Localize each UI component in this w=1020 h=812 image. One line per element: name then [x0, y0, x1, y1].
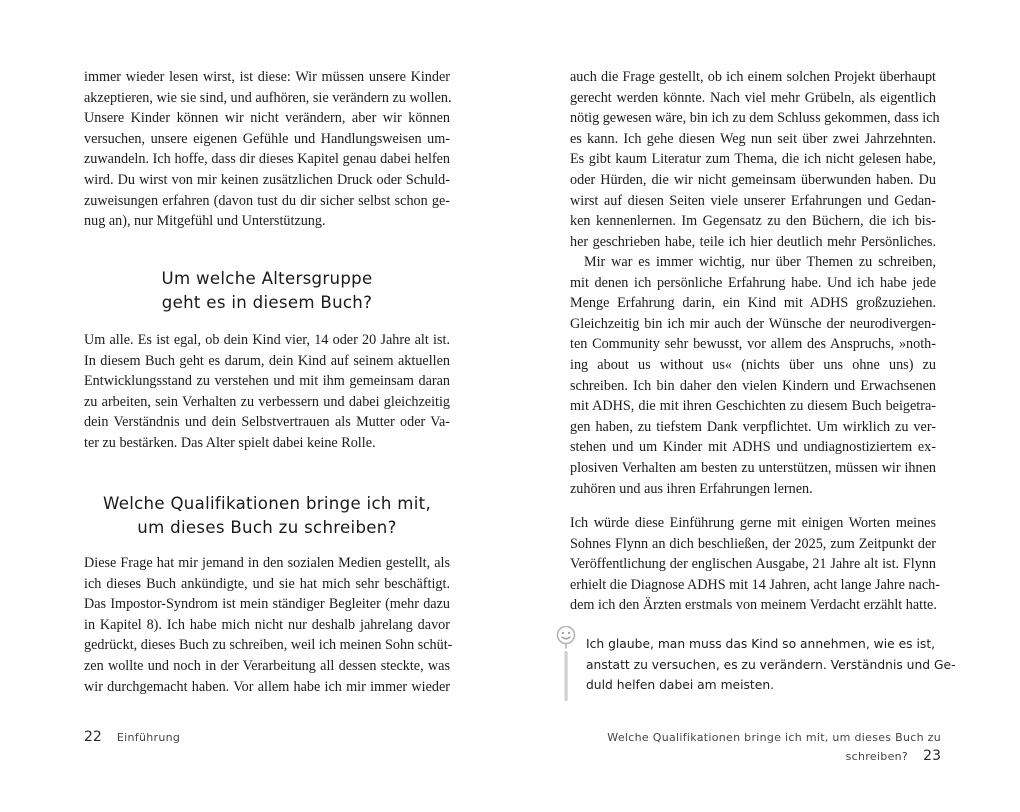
text-line: Gleichzeitig bin ich mir auch der Wünsche der neurodivergen- [570, 315, 936, 332]
text-line: gedrückt, dieses Buch zu schreiben, weil ich meinen Sohn schüt- [84, 637, 453, 654]
text-line: Mir war es immer wichtig, nur über Themen zu schreiben, [584, 254, 936, 270]
text-line: gen haben, zu tiefstem Dank verpflichtet. Um wirklich zu ver- [570, 418, 936, 435]
text-line: immer wieder lesen wirst, ist diese: Wir müssen unsere Kinder [84, 69, 450, 85]
text-line: ing about us without us« (nichts über uns ohne uns) zu [570, 356, 936, 373]
text-line: stehen und um Kinder mit ADHS und undiagnostiziertem ex- [570, 439, 936, 456]
paragraph [84, 330, 450, 454]
text-line: nötig gewesen wäre, bin ich zu dem Schluss gekommen, dass ich [570, 110, 940, 127]
paragraph [84, 67, 450, 232]
text-line: versuchen, unsere eigenen Gefühle und Handlungsweisen um- [84, 130, 450, 147]
text-line: mit ADHS, die mit ihren Geschichten zu diesem Buch beigetra- [570, 398, 936, 415]
running-head: Welche Qualifikationen bringe ich mit, um dieses Buch zu schreiben? [607, 731, 941, 763]
section-heading [84, 492, 450, 540]
text-line: es kann. Ich gehe diesen Weg nun seit über zwei Jahrzehnten. [570, 130, 936, 147]
paragraph [84, 553, 453, 697]
text-line: wirst auf diesen Seiten viele unserer Erfahrungen und Gedan- [570, 192, 936, 209]
text-line: ken kennenlernen. Im Gegensatz zu den Büchern, die ich bis- [570, 213, 936, 230]
text-line: Unsere Kinder können wir nicht verändern, aber wir können [84, 110, 450, 127]
text-line: dein Verständnis und dein Selbstvertrauen als Mutter oder Va- [84, 414, 450, 431]
text-line: Um alle. Es ist egal, ob dein Kind vier, 14 oder 20 Jahre alt ist. [84, 332, 450, 348]
text-line: auch die Frage gestellt, ob ich einem solchen Projekt überhaupt [570, 69, 936, 85]
text-line: zu arbeiten, sein Verhalten zu verbessern und dabei gleichzeitig [84, 393, 450, 410]
text-line: zuweisungen erfahren (davon tust du dir sicher selbst schon ge- [84, 192, 450, 209]
text-line: mit denen ich persönliche Erfahrung habe. Und ich habe jede [570, 274, 936, 291]
quote-line: duld helfen dabei am meisten. [586, 678, 775, 692]
page-number: 22 [84, 729, 102, 745]
text-line: oder Hürden, die wir nicht gemeinsam überwunden haben. Du [570, 171, 936, 188]
text-line: Diese Frage hat mir jemand in den sozialen Medien gestellt, als [84, 555, 450, 571]
smiley-speech-icon [555, 626, 581, 704]
right-page-footer [570, 726, 941, 764]
paragraph [570, 67, 940, 252]
paragraph [570, 252, 936, 499]
text-line: ten Community sehr bewusst, vor allem des Anspruchs, »noth- [570, 336, 936, 353]
text-line: erhielt die Diagnose ADHS mit 14 Jahren, acht lange Jahre nach- [570, 576, 940, 593]
text-line: zuwandeln. Ich hoffe, dass dir dieses Kapitel genau dabei helfen [84, 151, 450, 168]
text-line: dem ich den Ärzten erstmals von meinem Verdacht erzählt hatte. [570, 597, 937, 614]
text-line: Es gibt kaum Literatur zum Thema, die ich nicht gelesen habe, [570, 151, 936, 168]
text-line: Entwicklungsstand zu verstehen und mit ihm gemeinsam daran [84, 373, 450, 390]
heading-line: Welche Qualifikationen bringe ich mit, [102, 494, 432, 513]
text-line: Sohnes Flynn an dich beschließen, der 2025, zum Zeitpunkt der [570, 535, 936, 552]
quote [586, 634, 956, 696]
text-line: Das Impostor-Syndrom ist mein ständiger Begleiter (mehr dazu [84, 596, 450, 613]
heading-line: geht es in diesem Buch? [161, 293, 373, 312]
text-line: nug an), nur Mitgefühl und Unterstützung. [84, 213, 326, 230]
right-page [510, 0, 1020, 812]
text-line: akzeptieren, wie sie sind, und aufhören, sie verändern zu wollen. [84, 89, 452, 106]
text-line: zen wollte und noch in der Verarbeitung all dessen steckte, was [84, 657, 450, 674]
text-line: Menge Erfahrung darin, ein Kind mit ADHS großzuziehen. [570, 295, 936, 312]
text-line: In diesem Buch geht es darum, dein Kind auf seinem aktuellen [84, 352, 450, 369]
page-number: 23 [923, 748, 941, 764]
text-line: ich dieses Buch ankündigte, und sie hat mich sehr beschäftigt. [84, 575, 450, 592]
quote-line: anstatt zu versuchen, es zu verändern. Verständnis und Ge- [586, 657, 956, 672]
text-line: wird. Du wirst von mir keinen zusätzlichen Druck oder Schuld- [84, 171, 450, 188]
paragraph [570, 513, 940, 616]
heading-line: Um welche Altersgruppe [161, 269, 373, 288]
text-line: gerecht werden könnte. Nach viel mehr Grübeln, als eigentlich [570, 89, 936, 106]
text-line: Veröffentlichung der englischen Ausgabe, 21 Jahre alt ist. Flynn [570, 556, 936, 573]
text-line: wir durchgemacht haben. Vor allem habe ich mir immer wieder [84, 678, 450, 695]
text-line: plosiven Verhalten am besten zu unterstützen, müssen wir ihnen [570, 459, 936, 476]
section-heading [84, 267, 450, 315]
text-line: ter zu bestärken. Das Alter spielt dabei keine Rolle. [84, 434, 376, 451]
running-head: Einführung [116, 731, 181, 744]
text-line: schreiben. Ich bin daher den vielen Kindern und Erwachsenen [570, 377, 936, 394]
text-line: in Kapitel 8). Ich habe mich nicht nur deshalb jahrelang davor [84, 616, 450, 633]
text-line: Ich würde diese Einführung gerne mit einigen Worten meines [570, 515, 936, 531]
text-line: zuhören und aus ihren Erfahrungen lernen. [570, 480, 813, 497]
quote-line: Ich glaube, man muss das Kind so annehmen, wie es ist, [586, 637, 936, 651]
left-page-footer [84, 726, 180, 745]
heading-line: um dieses Buch zu schreiben? [137, 518, 397, 537]
text-line: her geschrieben habe, teile ich hier deutlich mehr Persönliches. [570, 233, 936, 250]
